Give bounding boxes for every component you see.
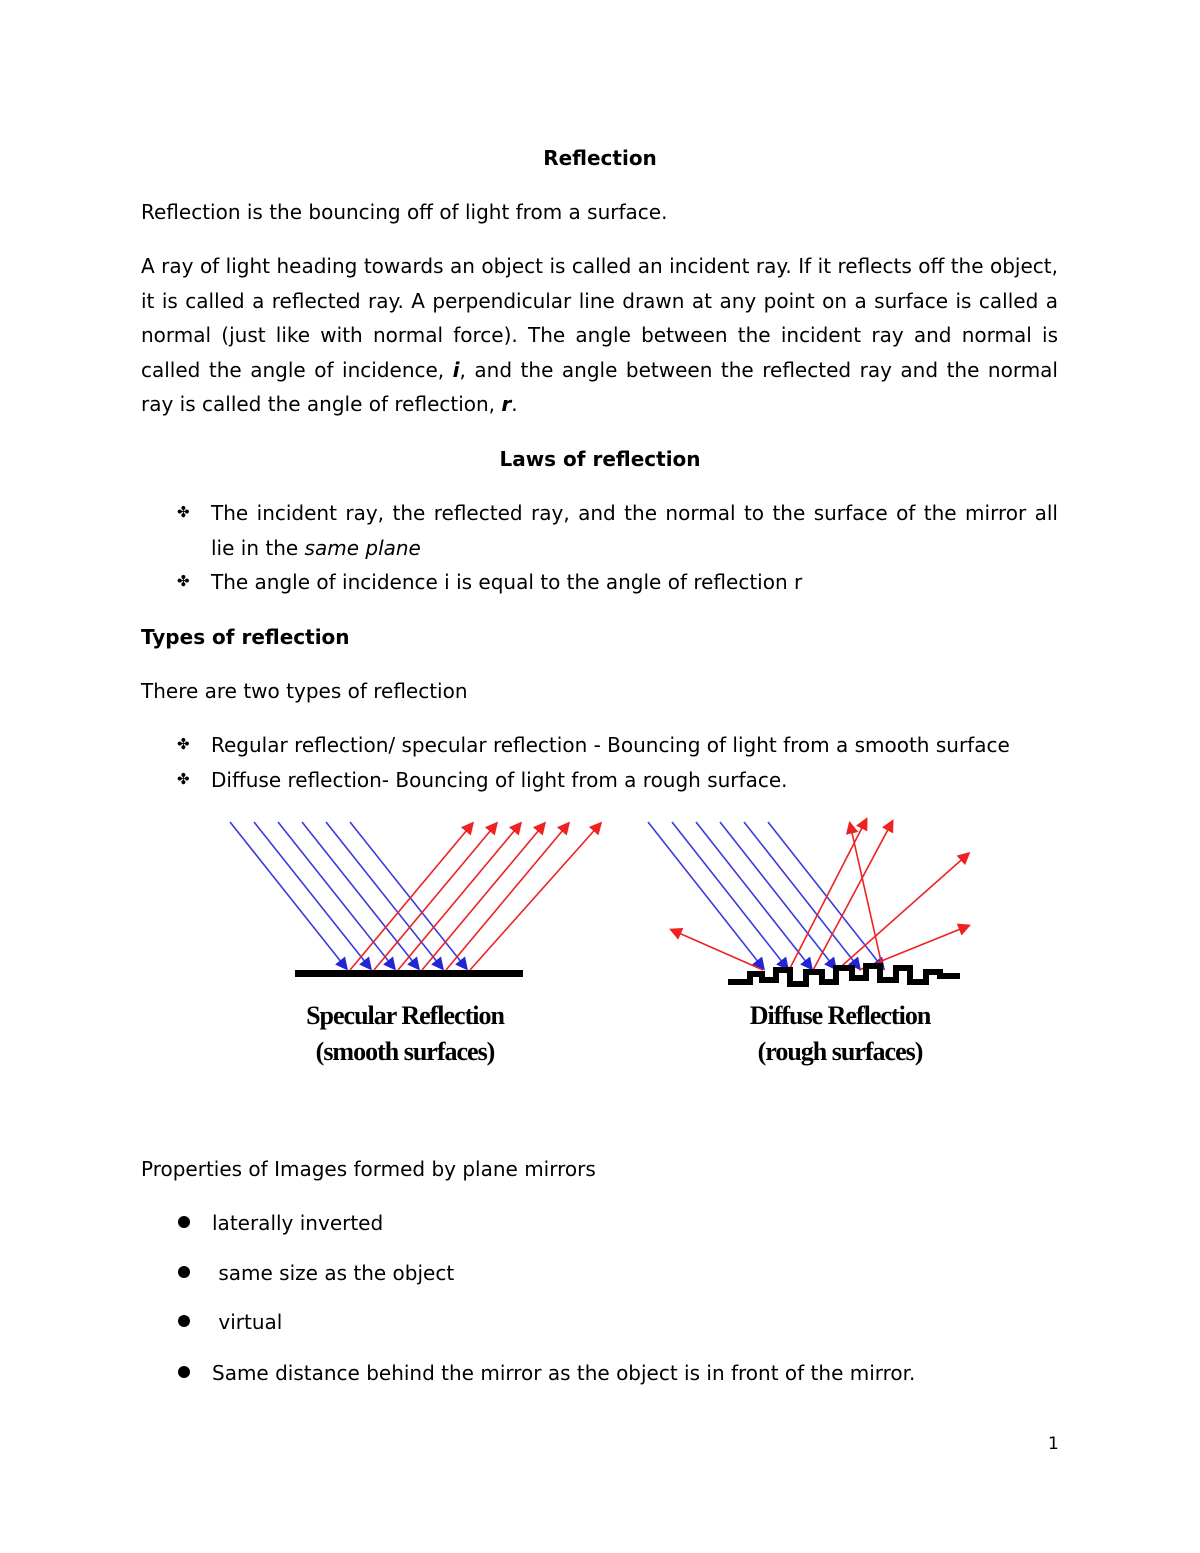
bullet-dot-icon (178, 1266, 190, 1278)
properties-heading: Properties of Images formed by plane mirrors (141, 1157, 596, 1181)
symbol-r: r (501, 392, 512, 416)
bullet-dot-icon (178, 1216, 190, 1228)
paragraph-part-1: A ray of light heading towards an object is called an incident ray. If it reflects off the object, it is called a reflected ray. A perpendicular line drawn at any point on a surface is called a normal (just like with normal force). The angle between the incident ray and normal is called the angle of incidence, (141, 254, 1058, 382)
law-1-line-2 (211, 536, 421, 560)
types-heading: Types of reflection (141, 625, 350, 649)
diamond-bullet-icon: ✤ (177, 572, 190, 590)
property-item: Same distance behind the mirror as the object is in front of the mirror. (212, 1361, 916, 1385)
diffuse-caption-2: (rough surfaces) (757, 1037, 923, 1066)
paragraph-part-2: , and the angle between the reflected ray and the normal ray is called the angle of reflection, (141, 357, 1058, 416)
specular-incident-rays (230, 822, 466, 968)
specular-caption-1: Specular Reflection (306, 1001, 504, 1030)
diffuse-incident-rays (648, 822, 883, 968)
page-number: 1 (1048, 1434, 1059, 1454)
diffuse-caption-1: Diffuse Reflection (749, 1001, 931, 1030)
type-diffuse: Diffuse reflection- Bouncing of light from a rough surface. (211, 768, 788, 792)
types-intro: There are two types of reflection (141, 679, 468, 703)
law-1-line-1: The incident ray, the reflected ray, and the normal to the surface of the mirror all (211, 501, 1058, 525)
diamond-bullet-icon: ✤ (177, 770, 190, 788)
reflection-diagram (0, 810, 1200, 1110)
intro-text: Reflection is the bouncing off of light from a surface. (141, 200, 668, 224)
page-title: Reflection (543, 146, 657, 170)
law-1-text: lie in the (211, 536, 305, 560)
rough-surface (728, 966, 960, 984)
property-item: virtual (212, 1310, 283, 1334)
property-item: same size as the object (212, 1261, 455, 1285)
definition-paragraph (141, 249, 1058, 422)
specular-caption-2: (smooth surfaces) (315, 1037, 495, 1066)
bullet-dot-icon (178, 1315, 190, 1327)
type-regular: Regular reflection/ specular reflection - Bouncing of light from a smooth surface (211, 733, 1010, 757)
smooth-surface (295, 970, 523, 977)
same-plane-emphasis: same plane (304, 536, 421, 560)
diamond-bullet-icon: ✤ (177, 735, 190, 753)
symbol-i: i (452, 357, 460, 382)
laws-heading: Laws of reflection (499, 447, 701, 471)
property-item: laterally inverted (212, 1211, 384, 1235)
bullet-dot-icon (178, 1366, 190, 1378)
law-2: The angle of incidence i is equal to the angle of reflection r (211, 570, 803, 594)
specular-reflected-rays (350, 824, 600, 970)
diamond-bullet-icon: ✤ (177, 503, 190, 521)
diffuse-reflected-rays (672, 820, 968, 974)
paragraph-part-3: . (511, 392, 518, 416)
